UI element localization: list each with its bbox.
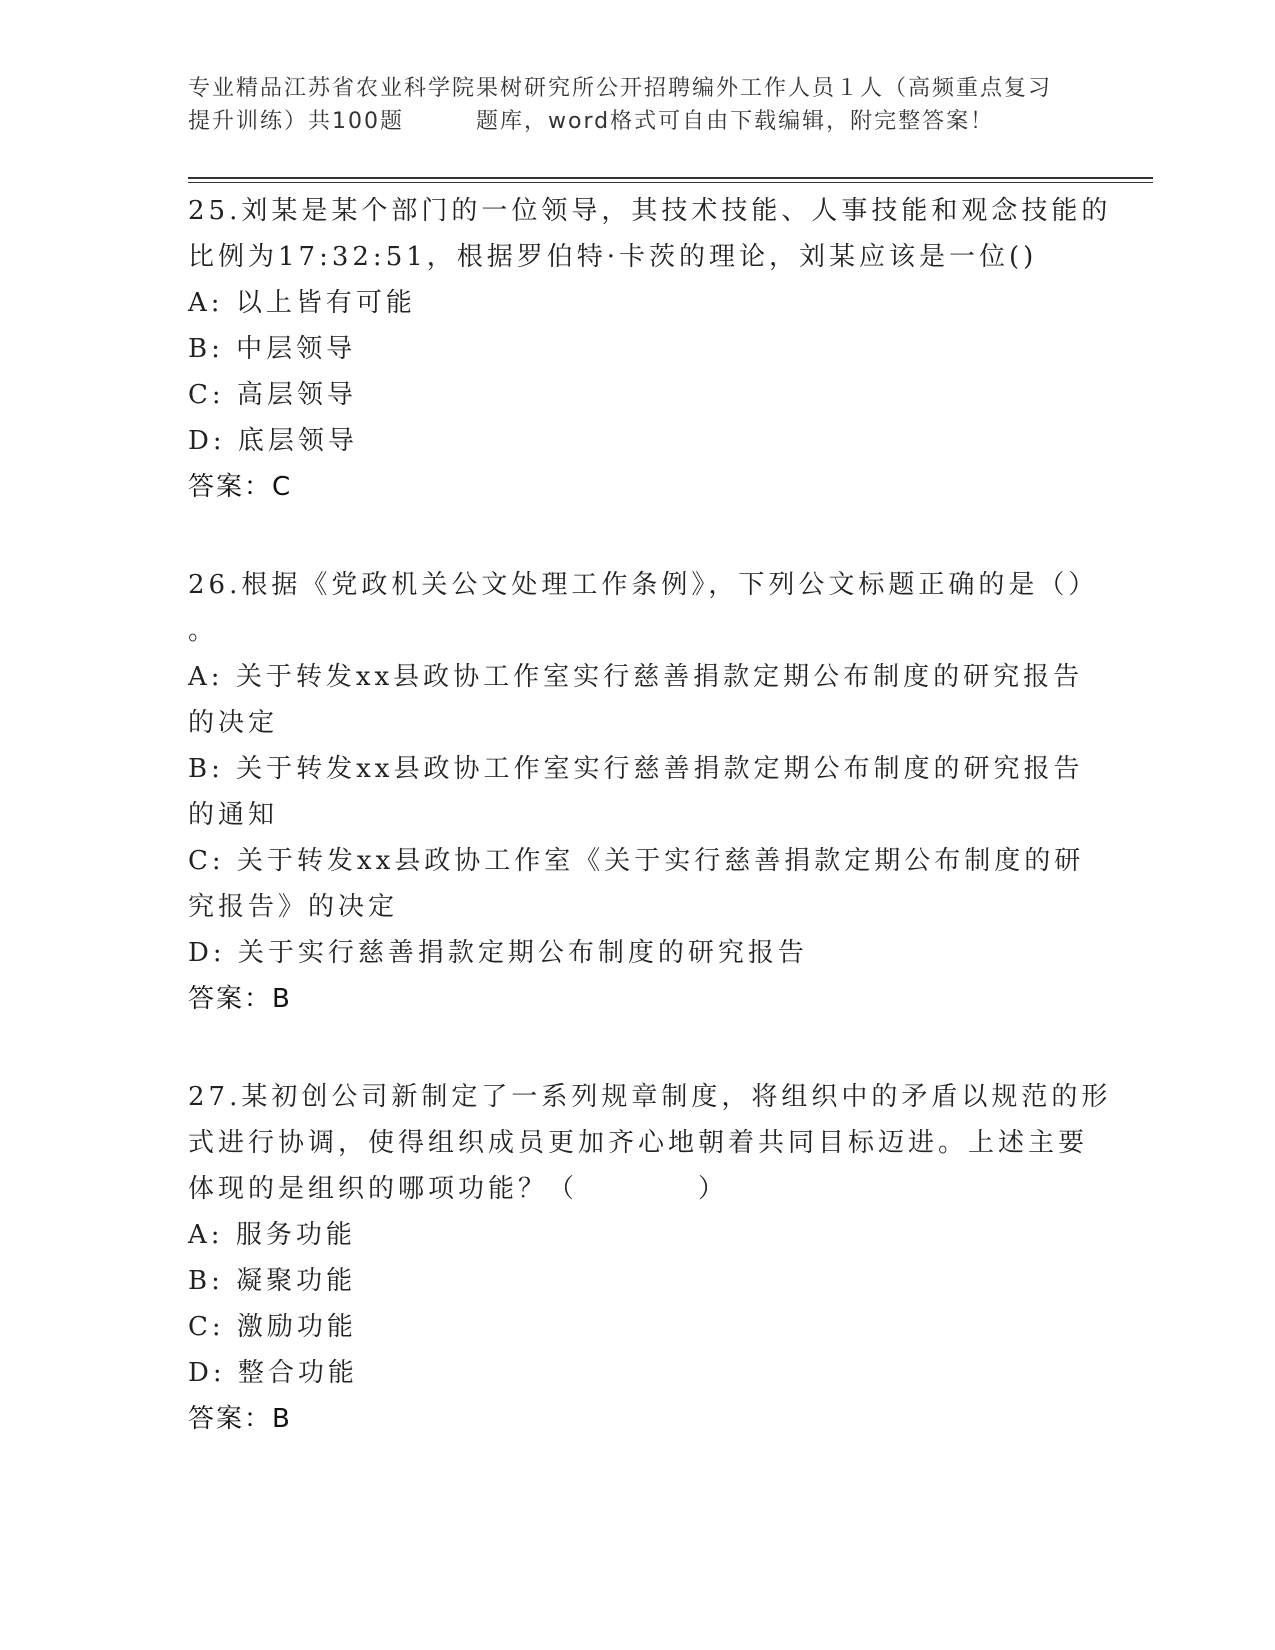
option-text-continued: 的决定 <box>188 708 279 738</box>
option-c <box>188 372 1088 418</box>
question-text <box>188 188 1112 280</box>
answer-text: 答案：B <box>188 984 292 1014</box>
question-item <box>188 562 1099 1022</box>
option-label: B: <box>188 754 224 784</box>
option-b <box>188 326 1088 372</box>
question-text-line: 26.根据《党政机关公文处理工作条例》，下列公文标题正确的是（） <box>188 570 1099 600</box>
option-b <box>188 746 1088 838</box>
question-text-line: 式进行协调，使得组织成员更加齐心地朝着共同目标迈进。上述主要 <box>188 1128 1089 1158</box>
option-text: 服务功能 <box>235 1220 356 1250</box>
question-item <box>188 1074 1112 1442</box>
option-text: 整合功能 <box>237 1358 358 1388</box>
question-text <box>188 562 1099 654</box>
option-a <box>188 280 1088 326</box>
option-label: C: <box>188 1312 225 1342</box>
header-line-1: 专业精品江苏省农业科学院果树研究所公开招聘编外工作人员１人（高频重点复习 <box>188 76 1053 101</box>
option-d <box>188 418 1088 464</box>
answer-text: 答案：C <box>188 472 293 502</box>
option-text: 关于转发xx县政协工作室《关于实行慈善捐款定期公布制度的研 <box>236 846 1085 876</box>
option-label: B: <box>188 334 224 364</box>
option-label: C: <box>188 846 225 876</box>
question-text-line: 27.某初创公司新制定了一系列规章制度，将组织中的矛盾以规范的形 <box>188 1082 1112 1112</box>
question-list <box>188 188 1112 1494</box>
question-text-line: 体现的是组织的哪项功能？（ ） <box>188 1174 729 1204</box>
option-c <box>188 838 1088 930</box>
question-text-line: 。 <box>188 616 219 646</box>
option-text: 高层领导 <box>236 380 357 410</box>
option-d <box>188 930 1088 976</box>
option-d <box>188 1350 1088 1396</box>
option-text: 激励功能 <box>236 1312 357 1342</box>
option-text: 以上皆有可能 <box>235 288 416 318</box>
option-b <box>188 1258 1088 1304</box>
option-label: B: <box>188 1266 224 1296</box>
option-label: D: <box>188 1358 226 1388</box>
option-text: 关于转发xx县政协工作室实行慈善捐款定期公布制度的研究报告 <box>236 754 1084 784</box>
option-text: 凝聚功能 <box>236 1266 357 1296</box>
option-c <box>188 1304 1088 1350</box>
header-line-2: 提升训练）共100题 题库，word格式可自由下载编辑，附完整答案！ <box>188 109 995 134</box>
option-label: C: <box>188 380 225 410</box>
option-label: A: <box>188 662 224 692</box>
option-text-continued: 究报告》的决定 <box>188 892 399 922</box>
option-a <box>188 654 1088 746</box>
answer-text: 答案：B <box>188 1404 292 1434</box>
question-item <box>188 188 1112 510</box>
option-text: 底层领导 <box>237 426 358 456</box>
page-header <box>188 72 1088 138</box>
option-text: 关于转发xx县政协工作室实行慈善捐款定期公布制度的研究报告 <box>235 662 1084 692</box>
option-label: D: <box>188 426 226 456</box>
header-divider-thin <box>188 182 1153 183</box>
option-a <box>188 1212 1088 1258</box>
question-text-line: 25.刘某是某个部门的一位领导，其技术技能、人事技能和观念技能的 <box>188 196 1112 226</box>
option-text-continued: 的通知 <box>188 800 279 830</box>
header-divider-thick <box>188 177 1153 179</box>
option-label: A: <box>188 288 224 318</box>
question-text-line: 比例为17:32:51，根据罗伯特·卡茨的理论，刘某应该是一位() <box>188 242 1038 272</box>
option-label: D: <box>188 938 226 968</box>
option-text: 关于实行慈善捐款定期公布制度的研究报告 <box>237 938 808 968</box>
question-text <box>188 1074 1112 1212</box>
option-label: A: <box>188 1220 224 1250</box>
option-text: 中层领导 <box>236 334 357 364</box>
